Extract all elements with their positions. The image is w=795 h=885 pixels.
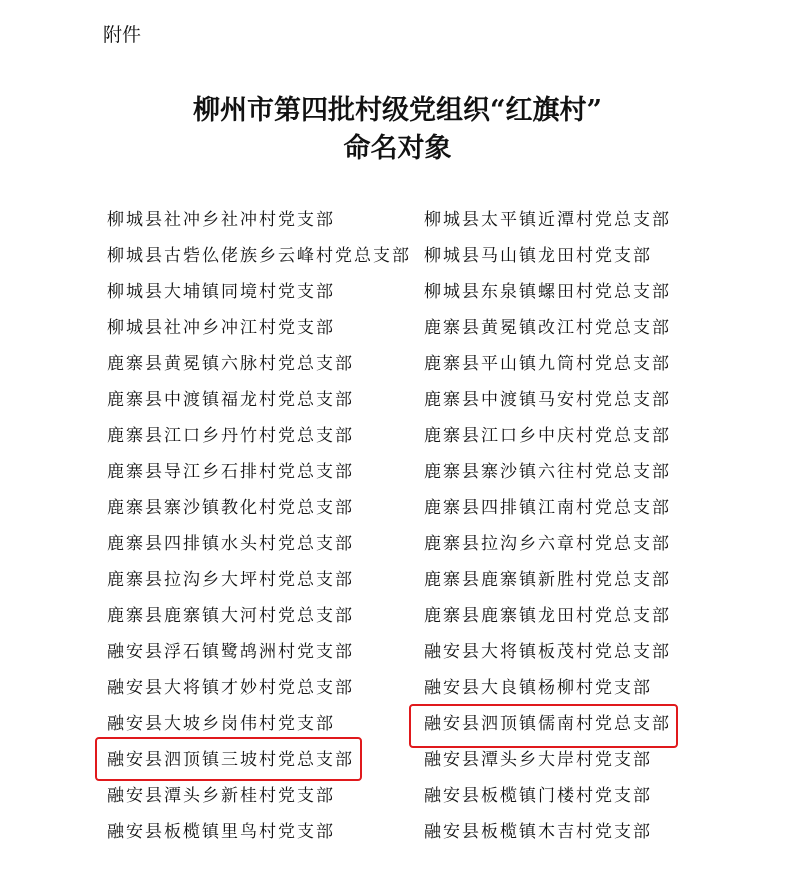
list-item: 融安县大坡乡岗伟村党支部 <box>107 714 335 734</box>
list-item: 鹿寨县鹿寨镇龙田村党总支部 <box>424 606 671 626</box>
list-item: 柳城县社冲乡冲江村党支部 <box>107 318 335 338</box>
list-item: 鹿寨县黄冕镇改江村党总支部 <box>424 318 671 338</box>
list-item: 鹿寨县平山镇九筒村党总支部 <box>424 354 671 374</box>
list-item: 鹿寨县寨沙镇六往村党总支部 <box>424 462 671 482</box>
list-item: 鹿寨县鹿寨镇新胜村党总支部 <box>424 570 671 590</box>
list-item: 鹿寨县中渡镇福龙村党总支部 <box>107 390 354 410</box>
list-item: 融安县板榄镇木吉村党支部 <box>424 822 652 842</box>
document-title-line2: 命名对象 <box>343 133 452 164</box>
list-item: 柳城县古砦仫佬族乡云峰村党总支部 <box>107 246 411 266</box>
list-item: 柳城县东泉镇螺田村党总支部 <box>424 282 671 302</box>
list-item: 融安县大将镇才妙村党总支部 <box>107 678 354 698</box>
list-item: 融安县大将镇板茂村党总支部 <box>424 642 671 662</box>
list-item: 鹿寨县江口乡丹竹村党总支部 <box>107 426 354 446</box>
list-item: 鹿寨县拉沟乡六章村党总支部 <box>424 534 671 554</box>
list-item: 鹿寨县中渡镇马安村党总支部 <box>424 390 671 410</box>
list-item-highlighted: 融安县泗顶镇三坡村党总支部 <box>107 750 354 770</box>
list-item: 鹿寨县黄冕镇六脉村党总支部 <box>107 354 354 374</box>
list-item-highlighted: 融安县泗顶镇儒南村党总支部 <box>424 714 671 734</box>
list-item: 柳城县太平镇近潭村党总支部 <box>424 210 671 230</box>
right-column-list <box>424 202 671 850</box>
list-item: 融安县大良镇杨柳村党支部 <box>424 678 652 698</box>
list-item: 融安县潭头乡新桂村党支部 <box>107 786 335 806</box>
list-item: 鹿寨县四排镇江南村党总支部 <box>424 498 671 518</box>
list-item: 融安县板榄镇里鸟村党支部 <box>107 822 335 842</box>
list-item: 鹿寨县江口乡中庆村党总支部 <box>424 426 671 446</box>
list-item: 融安县浮石镇鹭鸪洲村党支部 <box>107 642 354 662</box>
list-item: 柳城县马山镇龙田村党支部 <box>424 246 652 266</box>
list-item: 融安县潭头乡大岸村党支部 <box>424 750 652 770</box>
highlight-box-right <box>409 704 678 748</box>
list-item: 融安县板榄镇门楼村党支部 <box>424 786 652 806</box>
attachment-label: 附件 <box>103 24 142 46</box>
list-item: 鹿寨县拉沟乡大坪村党总支部 <box>107 570 354 590</box>
list-item: 鹿寨县导江乡石排村党总支部 <box>107 462 354 482</box>
list-item: 鹿寨县寨沙镇教化村党总支部 <box>107 498 354 518</box>
highlight-box-left <box>95 737 362 781</box>
list-item: 鹿寨县鹿寨镇大河村党总支部 <box>107 606 354 626</box>
list-item: 柳城县社冲乡社冲村党支部 <box>107 210 335 230</box>
document-title-line1: 柳州市第四批村级党组织“红旗村” <box>192 95 603 126</box>
list-item: 鹿寨县四排镇水头村党总支部 <box>107 534 354 554</box>
list-item: 柳城县大埔镇同境村党支部 <box>107 282 335 302</box>
